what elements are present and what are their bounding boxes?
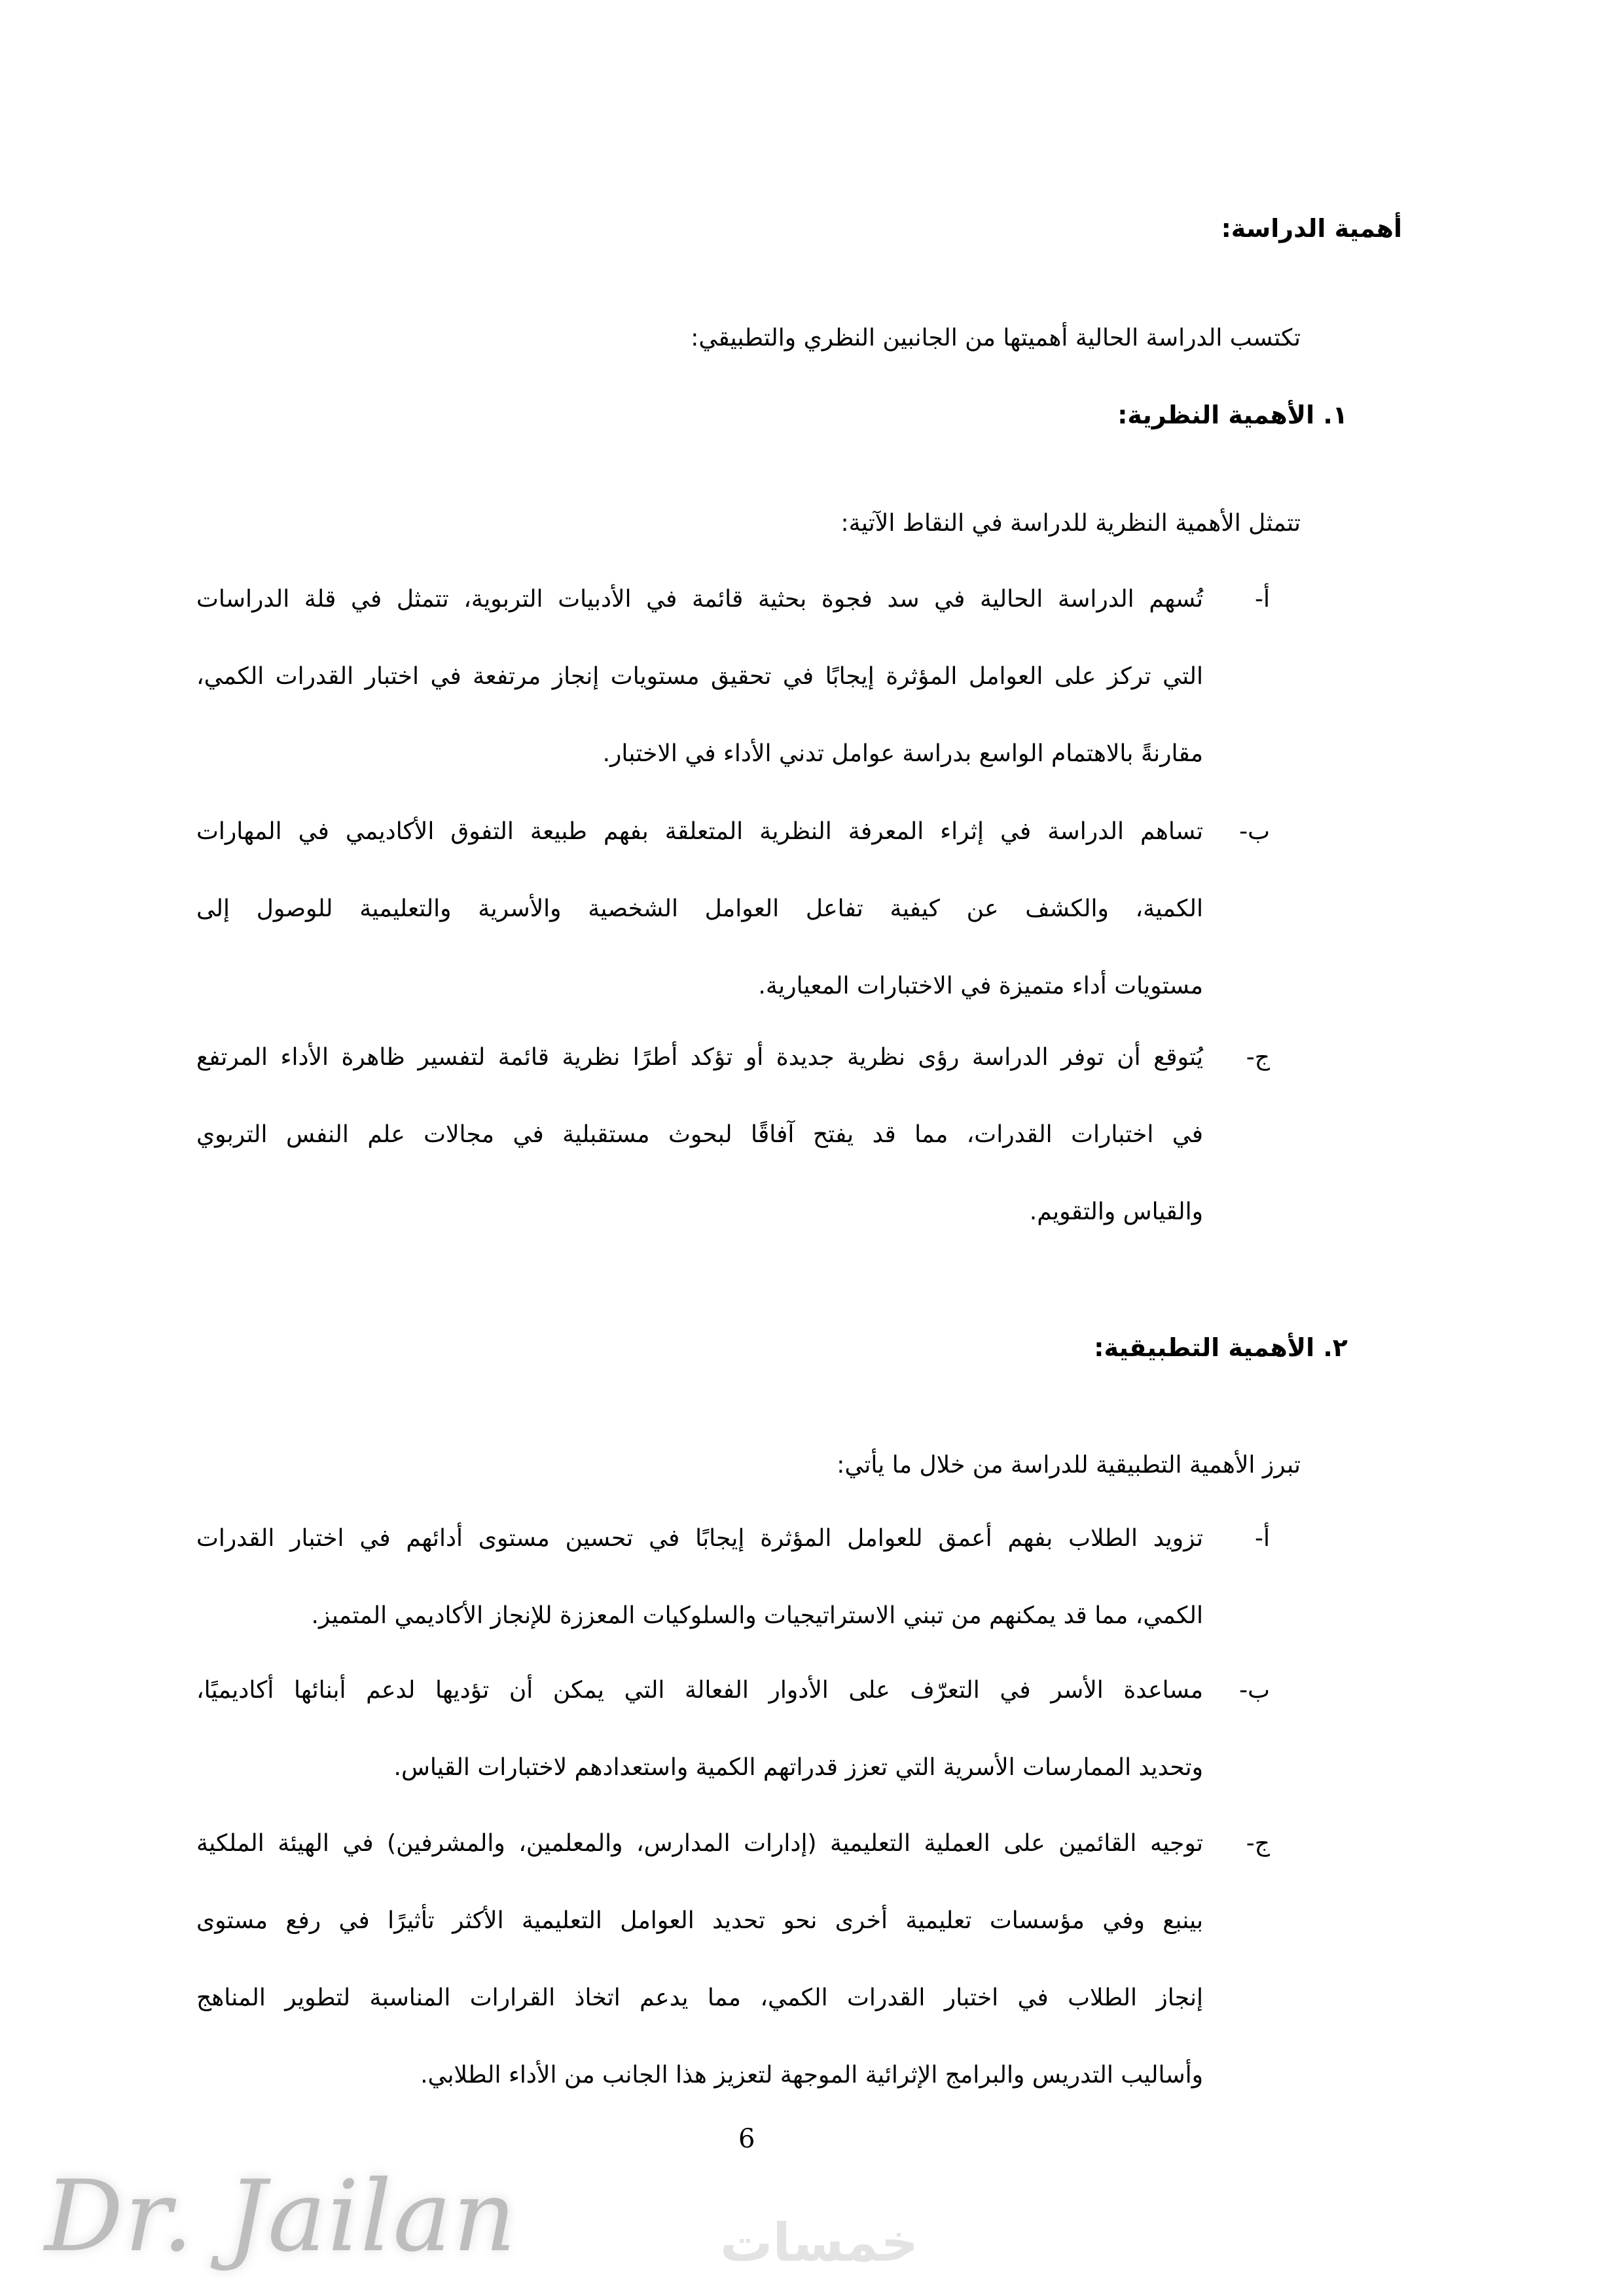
list-item-line: توجيه القائمين على العملية التعليمية (إدارات المدارس، والمعلمين، والمشرفين) في الهيئة الملكية <box>196 1830 1203 1857</box>
list-item-line: وأساليب التدريس والبرامج الإثرائية الموجهة لتعزيز هذا الجانب من الأداء الطلابي. <box>420 2062 1203 2089</box>
list-item <box>196 561 1203 793</box>
list-item-line: مساعدة الأسر في التعرّف على الأدوار الفعالة التي يمكن أن تؤديها لدعم أبنائها أكاديميًا، <box>196 1677 1203 1704</box>
list-marker: ب- <box>1239 1677 1270 1704</box>
list-item-line: والقياس والتقويم. <box>1029 1198 1203 1225</box>
list-item <box>196 1652 1203 1806</box>
list-item <box>196 1500 1203 1655</box>
list-marker: ج- <box>1246 1830 1270 1857</box>
list-item-line: تُسهم الدراسة الحالية في سد فجوة بحثية قائمة في الأدبيات التربوية، تتمثل في قلة الدراسات <box>196 586 1203 613</box>
applied-heading: ٢. الأهمية التطبيقية: <box>1094 1333 1348 1362</box>
page-number: 6 <box>738 2124 755 2154</box>
list-item-line: مقارنةً بالاهتمام الواسع بدراسة عوامل تدني الأداء في الاختبار. <box>602 740 1203 767</box>
list-marker: ب- <box>1239 818 1270 845</box>
list-marker: أ- <box>1255 1525 1270 1552</box>
list-item-line: الكمية، والكشف عن كيفية تفاعل العوامل الشخصية والأسرية والتعليمية للوصول إلى <box>196 895 1203 922</box>
list-item-line: في اختبارات القدرات، مما قد يفتح آفاقًا لبحوث مستقبلية في مجالات علم النفس التربوي <box>196 1121 1203 1148</box>
watermark-khamsat-logo: خمسات <box>720 2212 919 2273</box>
list-item-line: بينبع وفي مؤسسات تعليمية أخرى نحو تحديد العوامل التعليمية الأكثر تأثيرًا في رفع مستوى <box>196 1907 1203 1934</box>
list-marker: أ- <box>1255 586 1270 613</box>
list-item-line: تزويد الطلاب بفهم أعمق للعوامل المؤثرة إيجابًا في تحسين مستوى أدائهم في اختبار القدرات <box>196 1525 1203 1552</box>
list-item <box>196 793 1203 1025</box>
list-item <box>196 1805 1203 2114</box>
watermark-logo: Dr. Jailan <box>45 2160 518 2274</box>
list-item-line: وتحديد الممارسات الأسرية التي تعزز قدراتهم الكمية واستعدادهم لاختبارات القياس. <box>393 1754 1203 1781</box>
list-item-line: إنجاز الطلاب في اختبار القدرات الكمي، مما يدعم اتخاذ القرارات المناسبة لتطوير المناهج <box>196 1984 1203 2011</box>
intro-paragraph: تكتسب الدراسة الحالية أهميتها من الجانبين النظري والتطبيقي: <box>691 325 1301 351</box>
list-item-line: التي تركز على العوامل المؤثرة إيجابًا في تحقيق مستويات إنجاز مرتفعة في اختبار القدرات الكمي، <box>196 663 1203 690</box>
list-item <box>196 1019 1203 1251</box>
theoretical-lead: تتمثل الأهمية النظرية للدراسة في النقاط الآتية: <box>840 510 1301 537</box>
list-marker: ج- <box>1246 1044 1270 1071</box>
list-item-line: الكمي، مما قد يمكنهم من تبني الاستراتيجيات والسلوكيات المعززة للإنجاز الأكاديمي المتميز. <box>311 1602 1203 1629</box>
list-item-line: يُتوقع أن توفر الدراسة رؤى نظرية جديدة أو تؤكد أطرًا نظرية قائمة لتفسير ظاهرة الأداء المرتفع <box>196 1044 1203 1071</box>
theoretical-heading: ١. الأهمية النظرية: <box>1117 401 1348 429</box>
applied-lead: تبرز الأهمية التطبيقية للدراسة من خلال ما يأتي: <box>837 1452 1301 1479</box>
section-title: أهمية الدراسة: <box>1221 214 1402 243</box>
list-item-line: مستويات أداء متميزة في الاختبارات المعيارية. <box>758 973 1203 999</box>
list-item-line: تساهم الدراسة في إثراء المعرفة النظرية المتعلقة بفهم طبيعة التفوق الأكاديمي في المهارات <box>196 818 1203 845</box>
